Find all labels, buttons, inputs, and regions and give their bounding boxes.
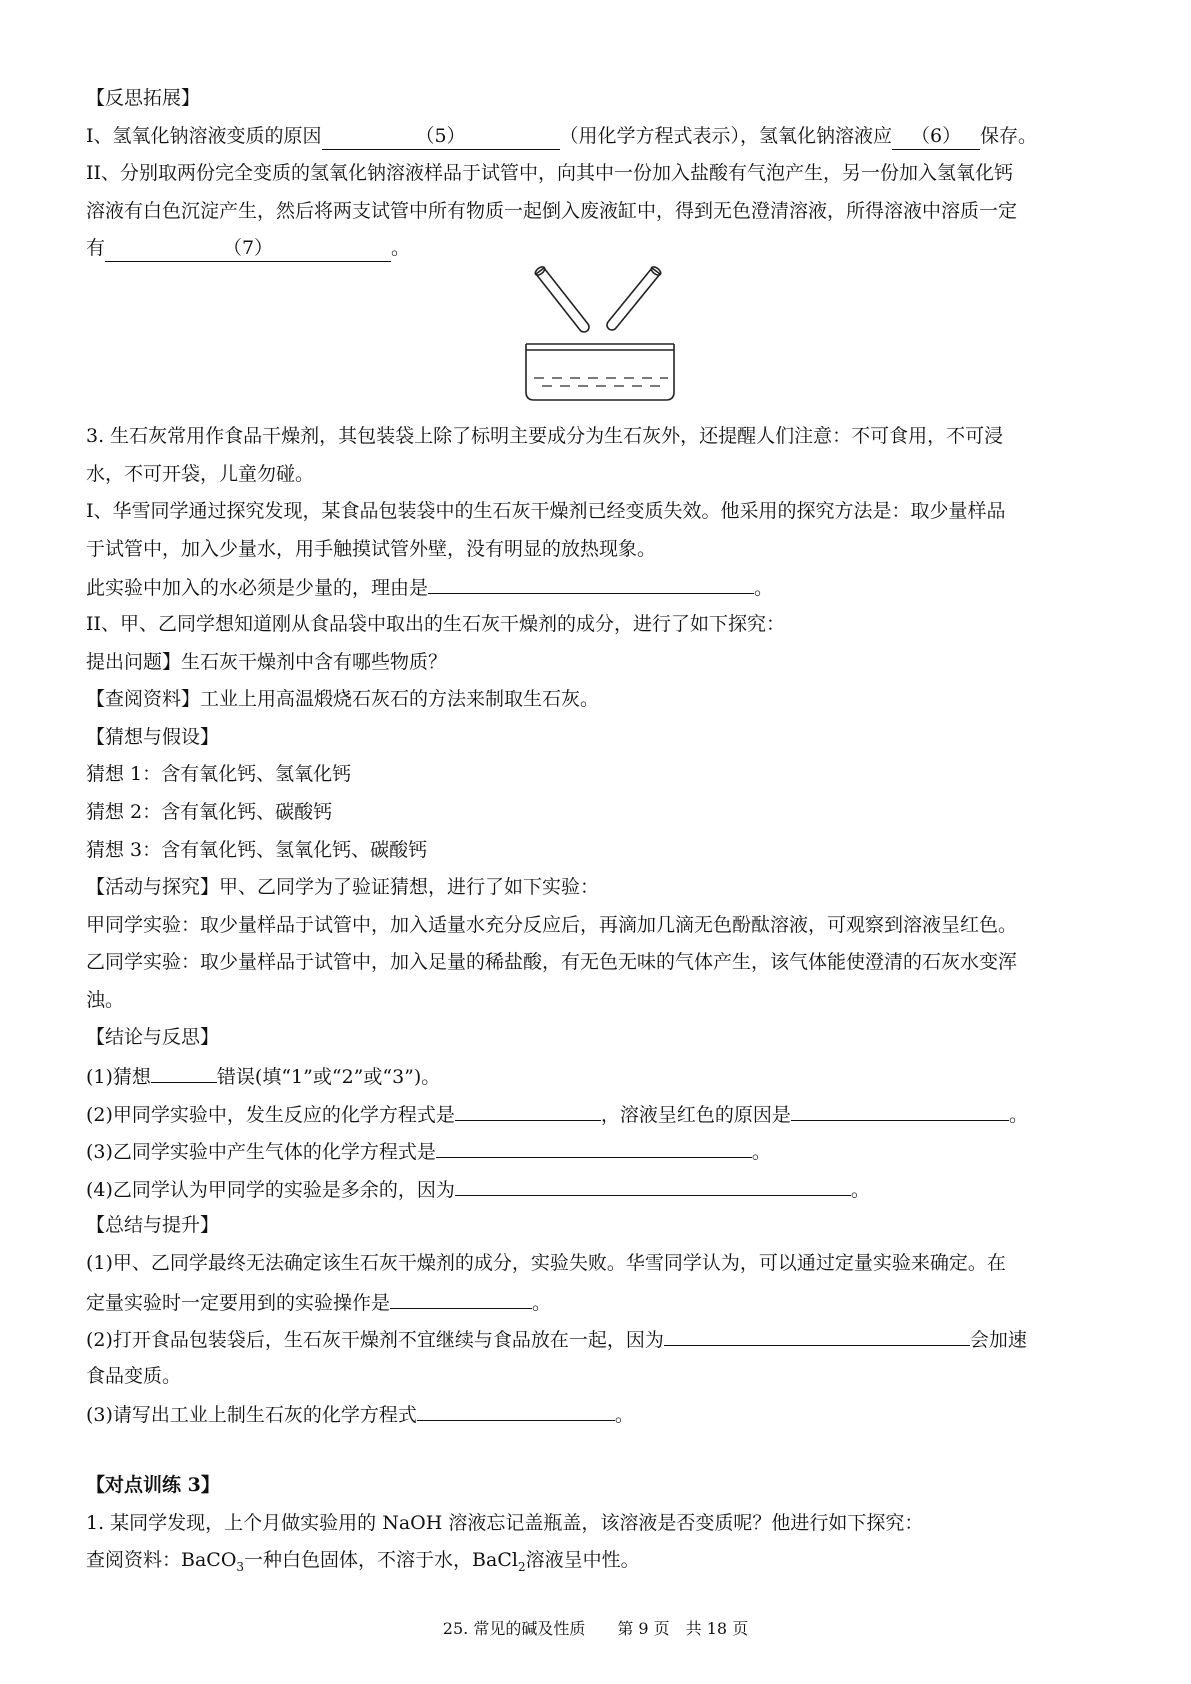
test-tubes-waste-tank-figure <box>86 268 1116 418</box>
q3-experiment-yi-line-2: 浊。 <box>86 988 125 1011</box>
q3-part1-question: 此实验中加入的水必须是少量的，理由是 。 <box>86 568 1116 606</box>
training-reference: 查阅资料：BaCO$_3$一种白色固体，不溶于水，BaCl$_2$溶液呈中性。 <box>86 1549 640 1574</box>
q3-reference: 【查阅资料】工业上用高温煅烧石灰石的方法来制取生石灰。 <box>86 688 600 711</box>
answer-blank-water-reason[interactable] <box>428 568 754 594</box>
training-q1-line-1: 1. 某同学发现，上个月做实验用的 NaOH 溶液忘记盖瓶盖，该溶液是否变质呢？他进行如下探究： <box>86 1511 924 1534</box>
answer-blank-6[interactable]: （6） <box>892 124 980 150</box>
q3-question-raise: 提出问题】生石灰干燥剂中含有哪些物质？ <box>86 650 448 673</box>
q3-summary-2-line-2: 食品变质。 <box>86 1364 182 1387</box>
q3-summary-1-line-1: (1)甲、乙同学最终无法确定该生石灰干燥剂的成分，实验失败。华雪同学认为，可以通过定量实验来确定。在 <box>86 1252 1006 1275</box>
right-test-tube-shape <box>607 268 660 330</box>
question-line-ii-3: 有 （7） 。 <box>86 230 1116 268</box>
q3-part1-line-1: I、华雪同学通过探究发现，某食品包装袋中的生石灰干燥剂已经变质失效。他采用的探究方法是：取少量样品 <box>86 500 1006 523</box>
answer-blank-lime-equation[interactable] <box>417 1395 615 1421</box>
answer-blank-operation[interactable] <box>390 1283 532 1309</box>
answer-blank-spoil-reason[interactable] <box>664 1320 970 1346</box>
q3-hypothesis-title: 【猜想与假设】 <box>86 725 220 748</box>
question-line-ii-1: II、分别取两份完全变质的氢氧化钠溶液样品于试管中，向其中一份加入盐酸有气泡产生，另一份加入氢氧化钙 <box>86 162 1014 185</box>
q3-part2-intro: II、甲、乙同学想知道刚从食品袋中取出的生石灰干燥剂的成分，进行了如下探究： <box>86 612 786 635</box>
q3-intro-line-1: 3. 生石灰常用作食品干燥剂，其包装袋上除了标明主要成分为生石灰外，还提醒人们注意：不可食用，不可浸 <box>86 424 1004 447</box>
answer-blank-redundant-reason[interactable] <box>455 1170 851 1196</box>
section-title-reflection: 【反思拓展】 <box>86 87 201 109</box>
q3-experiment-yi-line-1: 乙同学实验：取少量样品于试管中，加入足量的稀盐酸，有无色无味的气体产生，该气体能使澄清的石灰水变浑 <box>86 951 1018 974</box>
answer-blank-5[interactable]: （5） <box>322 124 560 150</box>
q3-conclusion-4: (4)乙同学认为甲同学的实验是多余的，因为 。 <box>86 1170 1116 1208</box>
q3-activity: 【活动与探究】甲、乙同学为了验证猜想，进行了如下实验： <box>86 876 600 899</box>
q3-conclusion-3: (3)乙同学实验中产生气体的化学方程式是 。 <box>86 1132 1116 1170</box>
q3-hypothesis-3: 猜想 3：含有氧化钙、氢氧化钙、碳酸钙 <box>86 838 428 861</box>
question-line-ii-2: 溶液有白色沉淀产生，然后将两支试管中所有物质一起倒入废液缸中，得到无色澄清溶液，所得溶液中溶质一定 <box>86 199 1018 222</box>
test-tubes-diagram <box>516 262 696 412</box>
q3-summary-title: 【总结与提升】 <box>86 1214 220 1237</box>
q3-conclusion-title: 【结论与反思】 <box>86 1026 220 1049</box>
page-footer: 25. 常见的碱及性质 第 9 页 共 18 页 <box>442 1619 749 1638</box>
answer-blank-red-reason[interactable] <box>791 1095 1009 1121</box>
left-test-tube-shape <box>536 268 589 332</box>
q3-summary-1-line-2: 定量实验时一定要用到的实验操作是 。 <box>86 1283 1116 1321</box>
answer-blank-equation-jia[interactable] <box>455 1095 601 1121</box>
q3-intro-line-2: 水，不可开袋，儿童勿碰。 <box>86 462 315 485</box>
q3-summary-3: (3)请写出工业上制生石灰的化学方程式 。 <box>86 1395 1116 1433</box>
q3-hypothesis-2: 猜想 2：含有氧化钙、碳酸钙 <box>86 800 333 823</box>
q3-summary-2-line-1: (2)打开食品包装袋后，生石灰干燥剂不宜继续与食品放在一起，因为 会加速 <box>86 1320 1116 1358</box>
answer-blank-7[interactable]: （7） <box>105 236 391 262</box>
answer-blank-hypothesis-number[interactable] <box>151 1057 217 1083</box>
waste-tank-shape <box>526 344 674 400</box>
answer-blank-equation-yi[interactable] <box>436 1132 752 1158</box>
q3-part1-line-2: 于试管中，加入少量水，用手触摸试管外壁，没有明显的放热现象。 <box>86 537 657 560</box>
q3-experiment-jia: 甲同学实验：取少量样品于试管中，加入适量水充分反应后，再滴加几滴无色酚酞溶液，可观察到溶液呈红色。 <box>86 913 1018 936</box>
q3-conclusion-1: (1)猜想 错误(填“1”或“2”或“3”)。 <box>86 1057 1116 1095</box>
question-line-i: I、氢氧化钠溶液变质的原因 （5） （用化学方程式表示），氢氧化钠溶液应 （6） 保存。 <box>86 118 1116 156</box>
training-title: 【对点训练 3】 <box>86 1474 220 1496</box>
q3-hypothesis-1: 猜想 1：含有氧化钙、氢氧化钙 <box>86 763 352 786</box>
q3-conclusion-2: (2)甲同学实验中，发生反应的化学方程式是 ，溶液呈红色的原因是 。 <box>86 1095 1116 1133</box>
page-content <box>86 80 1116 1580</box>
